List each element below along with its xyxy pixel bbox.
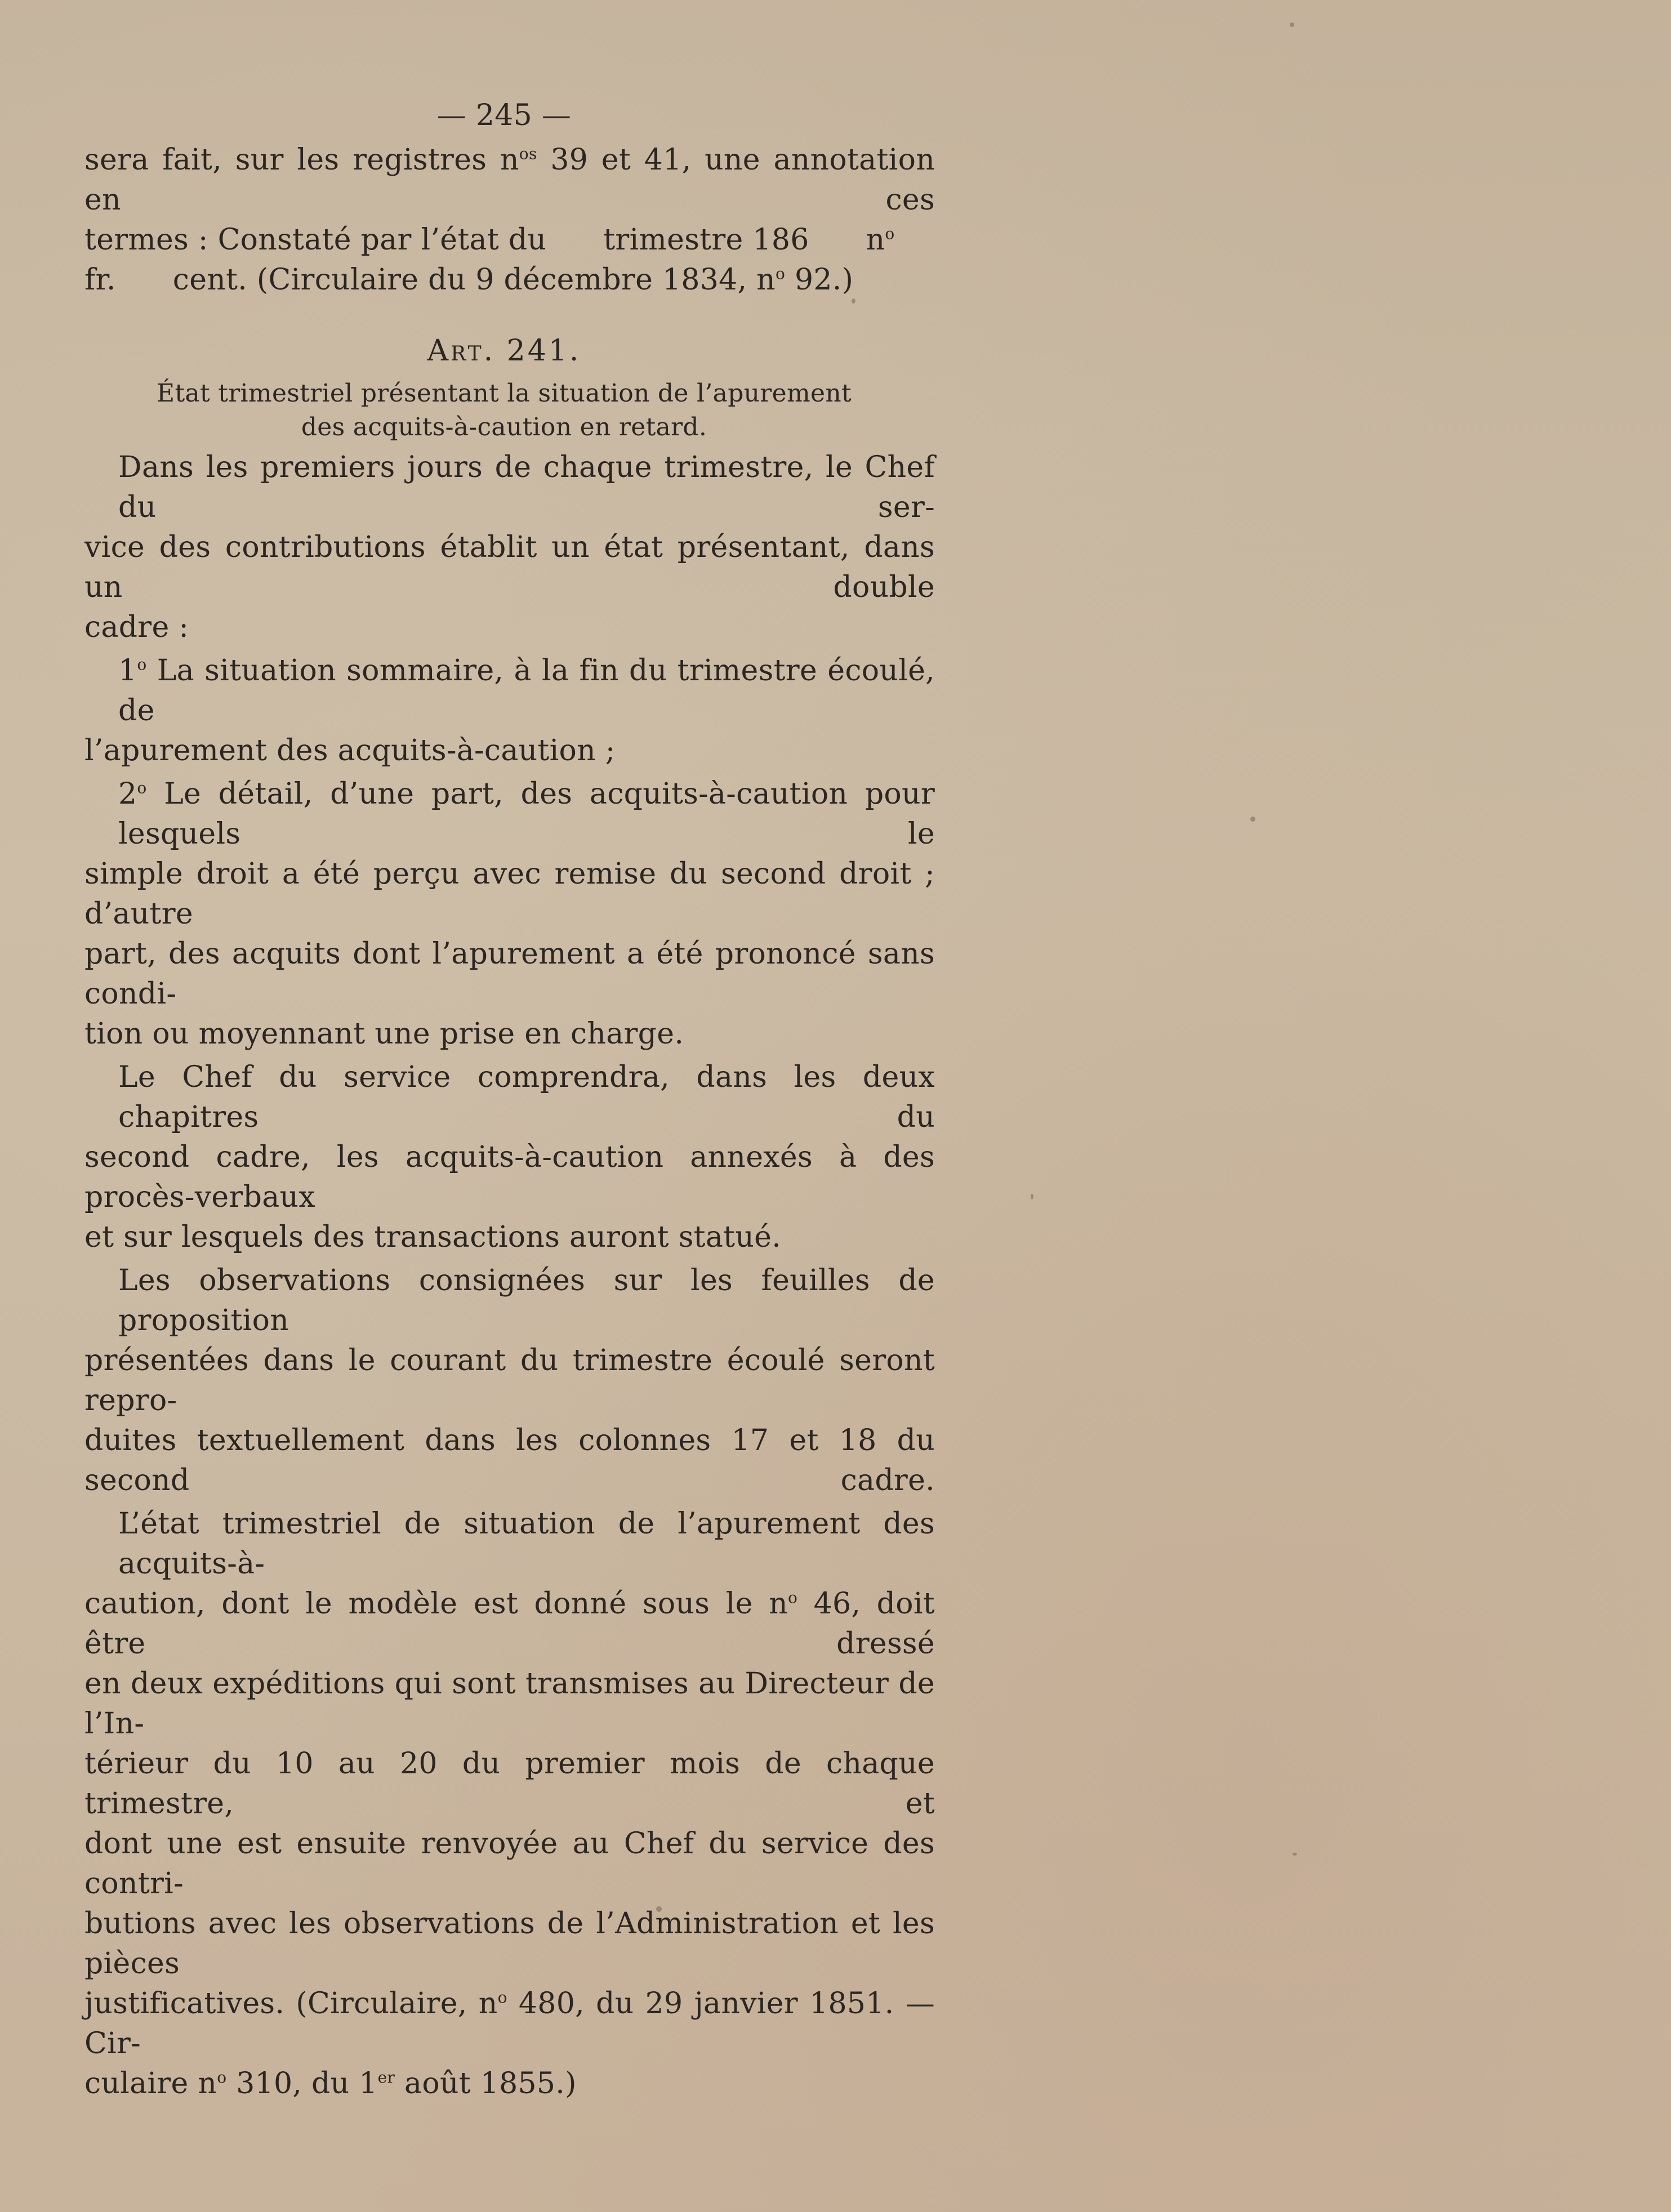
text-line: Dans les premiers jours de chaque trimestre, le Chef du ser- — [118, 451, 935, 524]
text-line: butions avec les observations de l’Administration et les pièces — [84, 1907, 935, 1981]
text-line: en deux expéditions qui sont transmises au Directeur de l’In- — [84, 1667, 935, 1741]
text-line: vice des contributions établit un état présentant, dans un double — [84, 530, 935, 604]
text-line: simple droit a été perçu avec remise du second droit ; d’autre — [84, 857, 935, 931]
page-text — [84, 96, 935, 2104]
paper-speck — [1250, 817, 1255, 822]
text-line: 1$^o$ La situation sommaire, à la fin du trimestre écoulé, de — [118, 654, 935, 728]
paragraph-1 — [84, 448, 935, 648]
text-line: et sur lesquels des transactions auront statué. — [84, 1220, 782, 1254]
text-line: culaire $n^o$ 310, du 1er août 1855.) — [84, 2067, 577, 2100]
text-line: térieur du 10 au 20 du premier mois de chaque trimestre, et — [84, 1747, 935, 1821]
paragraph-6 — [84, 1504, 935, 2104]
text-line: justificatives. (Circulaire, $n^o$ 480, du 29 janvier 1851. — Cir- — [84, 1987, 935, 2061]
paper-speck — [1293, 1853, 1297, 1856]
text-line: 2$^o$ Le détail, d’une part, des acquits-à-caution pour lesquels le — [118, 777, 935, 851]
text-line: Les observations consignées sur les feuilles de proposition — [118, 1264, 935, 1337]
paper-speck — [1031, 1194, 1033, 1199]
text-line: part, des acquits dont l’apurement a été prononcé sans condi- — [84, 937, 935, 1011]
text-line: cadre : — [84, 610, 189, 644]
text-line: Le Chef du service comprendra, dans les deux chapitres du — [118, 1060, 935, 1134]
text-line: caution, dont le modèle est donné sous le $n^o$ 46, doit être dressé — [84, 1587, 935, 1661]
article-subtitle: État trimestriel présentant la situation de l’apurement des acquits-à-caution en retard. — [157, 379, 852, 441]
text-line: sera fait, sur les registres $n^{os}$ 39 et 41, une annotation en ces — [84, 143, 935, 217]
paragraph-2 — [84, 651, 935, 771]
text-line: second cadre, les acquits-à-caution annexés à des procès-verbaux — [84, 1140, 935, 1214]
continuation-text — [84, 140, 935, 300]
text-line: dont une est ensuite renvoyée au Chef du service des contri- — [84, 1827, 935, 1901]
text-line: termes : Constaté par l’état du trimestre 186 $n^o$ — [84, 223, 895, 257]
text-line: fr. cent. (Circulaire du 9 décembre 1834, $n^o$ 92.) — [84, 263, 854, 297]
article-heading — [84, 331, 924, 371]
article-label: Art. 241. — [427, 334, 581, 368]
page-number: — 245 — — [436, 99, 572, 132]
text-line: l’apurement des acquits-à-caution ; — [84, 734, 616, 768]
paragraph-5 — [84, 1261, 935, 1501]
paragraph-3 — [84, 774, 935, 1054]
paper-speck — [1290, 23, 1294, 27]
paragraph-4 — [84, 1058, 935, 1257]
text-line: présentées dans le courant du trimestre écoulé seront repro- — [84, 1344, 935, 1417]
text-line: duites textuellement dans les colonnes 17 et 18 du second cadre. — [84, 1424, 935, 1497]
text-line: tion ou moyennant une prise en charge. — [84, 1017, 684, 1051]
text-line: L’état trimestriel de situation de l’apurement des acquits-à- — [118, 1507, 935, 1581]
